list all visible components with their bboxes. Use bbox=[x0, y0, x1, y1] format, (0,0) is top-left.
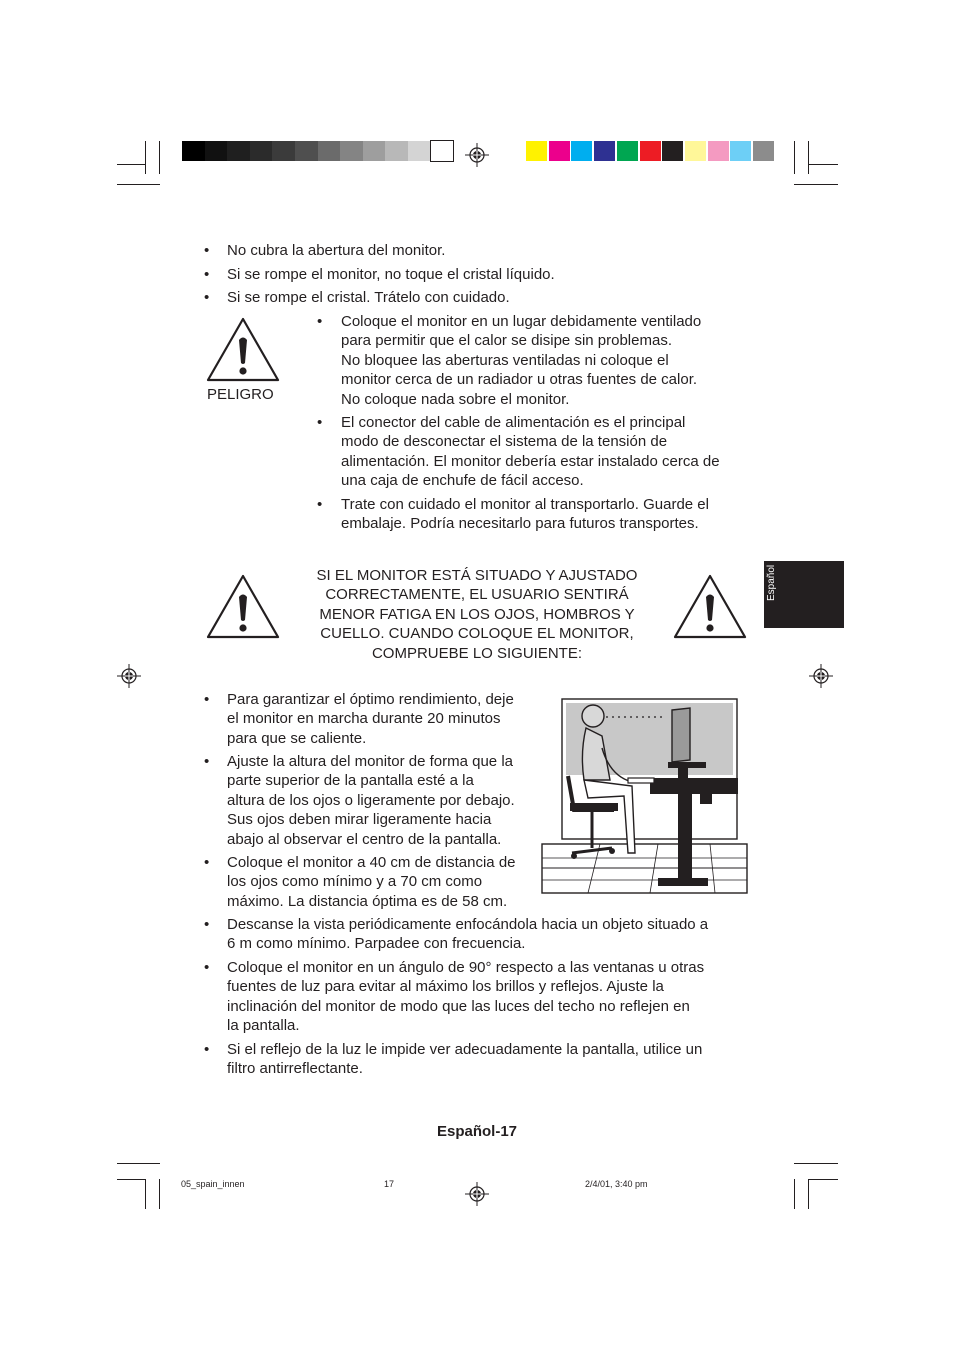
color-swatch bbox=[730, 141, 751, 161]
warning-triangle-icon bbox=[205, 316, 281, 383]
notice-text: SI EL MONITOR ESTÁ SITUADO Y AJUSTADO CORRECTAMENTE, EL USUARIO SENTIRÁ MENOR FATIGA EN LOS OJOS, HOMBROS Y CUELLO. CUANDO COLOQUE EL MONITOR, COMPRUEBE LO SIGUIENTE: bbox=[316, 567, 638, 662]
warning-triangle-icon bbox=[205, 573, 281, 640]
gray-swatch bbox=[340, 141, 363, 161]
gray-swatch bbox=[272, 141, 295, 161]
color-swatch bbox=[708, 141, 729, 161]
warning-triangle-icon bbox=[672, 573, 748, 640]
registration-mark-icon bbox=[117, 664, 141, 688]
color-swatch bbox=[549, 141, 570, 161]
gray-swatch bbox=[431, 141, 454, 161]
gray-swatch bbox=[363, 141, 386, 161]
gray-swatch bbox=[295, 141, 318, 161]
registration-mark-icon bbox=[465, 143, 489, 167]
language-tab-label: Español bbox=[766, 564, 777, 601]
color-swatch bbox=[662, 141, 683, 161]
gray-swatch bbox=[227, 141, 250, 161]
color-swatch bbox=[753, 141, 774, 161]
registration-mark-icon bbox=[465, 1182, 489, 1206]
color-swatch bbox=[571, 141, 592, 161]
language-tab bbox=[764, 561, 844, 628]
gray-swatch bbox=[408, 141, 431, 161]
registration-mark-icon bbox=[809, 664, 833, 688]
ergonomic-workstation-illustration bbox=[540, 698, 750, 898]
gray-swatch bbox=[318, 141, 341, 161]
gray-swatch bbox=[250, 141, 273, 161]
color-swatch bbox=[526, 141, 547, 161]
color-swatch bbox=[640, 141, 661, 161]
page-number: Español-17 bbox=[436, 1123, 518, 1140]
footer-date: 2/4/01, 3:40 pm bbox=[585, 1179, 648, 1189]
gray-swatch bbox=[205, 141, 228, 161]
footer-filename: 05_spain_innen bbox=[181, 1179, 245, 1189]
color-swatch bbox=[685, 141, 706, 161]
gray-swatch bbox=[385, 141, 408, 161]
color-swatch bbox=[617, 141, 638, 161]
color-swatch bbox=[594, 141, 615, 161]
danger-label: PELIGRO bbox=[207, 386, 274, 403]
gray-swatch bbox=[182, 141, 205, 161]
footer-page: 17 bbox=[384, 1179, 395, 1189]
